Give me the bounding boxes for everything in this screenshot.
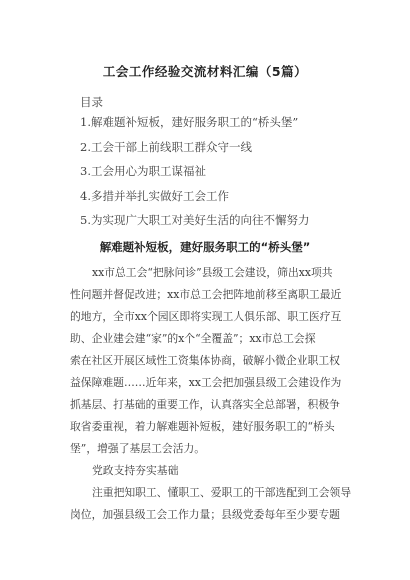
toc-item: 4.多措并举扎实做好工会工作	[80, 188, 229, 203]
paragraph-line: 取省委重视，着力解难题补短板，建好服务职工的“桥头	[70, 420, 335, 433]
toc-item: 1.解难题补短板，建好服务职工的“桥头堡”	[80, 115, 299, 129]
toc-heading: 目录	[80, 95, 103, 109]
paragraph-line: xx市总工会“把脉问诊”县级工会建设，筛出xx项共	[92, 266, 333, 279]
paragraph-line: 堡”，增强了基层工会活力。	[70, 442, 206, 455]
section-body	[70, 262, 352, 526]
paragraph-line: 抓基层、打基础的重要工作，认真落实全总部署，积极争	[70, 398, 340, 411]
paragraph-line: 索在社区开展区域性工资集体协商，破解小微企业职工权	[70, 354, 340, 367]
toc-list	[80, 110, 309, 233]
section-title: 解难题补短板，建好服务职工的“桥头堡”	[99, 240, 311, 254]
paragraph-line: 助、企业建会建“家”的x个“全覆盖”；xx市总工会探	[70, 332, 316, 345]
subheading: 党政支持夯实基础	[92, 464, 179, 477]
paragraph-line: 益保障难题……近年来，xx工会把加强县级工会建设作为	[70, 376, 342, 389]
toc-item: 5.为实现广大职工对美好生活的向往不懈努力	[80, 213, 310, 227]
paragraph-line: 注重把知职工、懂职工、爱职工的干部选配到工会领导	[92, 486, 352, 499]
paragraph-line: 的地方，全市xx个园区即将实现工人俱乐部、职工医疗互	[70, 310, 342, 323]
toc-item: 2.工会干部上前线职工群众守一线	[80, 139, 252, 154]
document-title: 工会工作经验交流材料汇编（5篇）	[102, 64, 308, 79]
paragraph-line: 性问题并督促改进；xx市总工会把阵地前移至离职工最近	[70, 288, 342, 301]
paragraph-line: 岗位，加强县级工会工作力量；县级党委每年至少要专题	[70, 508, 340, 521]
toc-item: 3.工会用心为职工谋福祉	[80, 164, 206, 178]
